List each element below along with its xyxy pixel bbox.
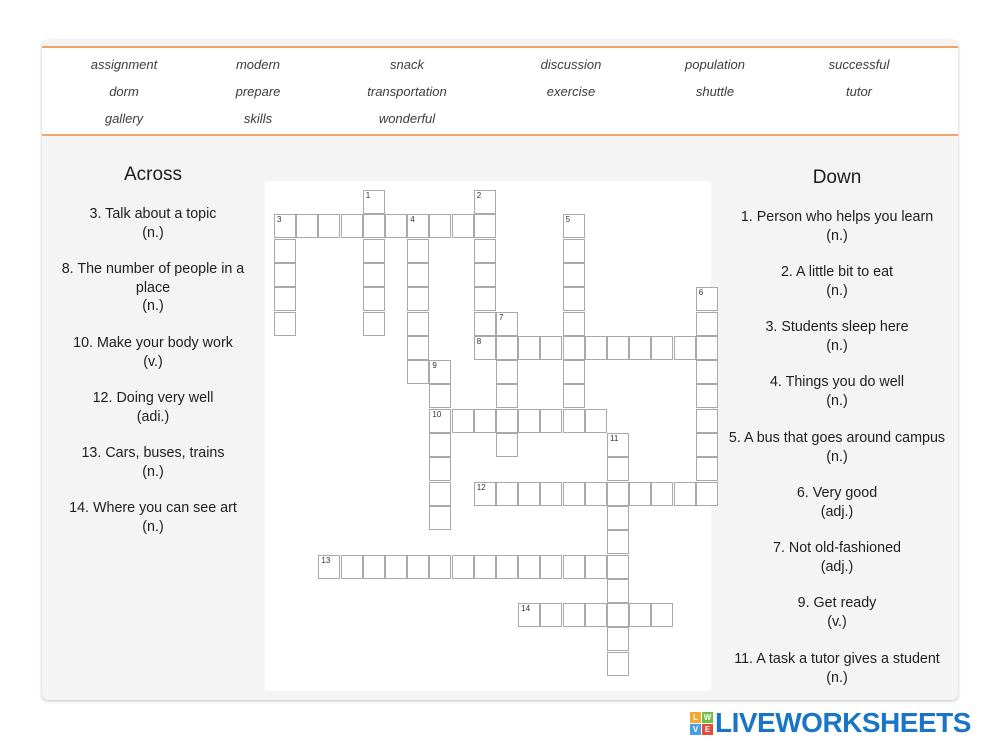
crossword-cell[interactable] — [563, 287, 585, 311]
crossword-cell[interactable] — [318, 214, 340, 238]
crossword-cell[interactable] — [563, 603, 585, 627]
crossword-grid — [265, 181, 711, 691]
down-clue: 7. Not old-fashioned (adj.) — [773, 540, 901, 575]
crossword-cell[interactable] — [563, 482, 585, 506]
crossword-cell[interactable] — [651, 482, 673, 506]
logo-text: LIVEWORKSHEETS — [715, 707, 971, 738]
crossword-cell[interactable] — [341, 214, 363, 238]
crossword-cell[interactable] — [585, 409, 607, 433]
crossword-cell[interactable] — [496, 409, 518, 433]
word-bank-item: modern — [235, 57, 281, 72]
crossword-cell[interactable] — [629, 603, 651, 627]
crossword-cell[interactable] — [474, 287, 496, 311]
crossword-cell[interactable] — [429, 482, 451, 506]
crossword-cell[interactable] — [429, 214, 451, 238]
word-bank-item: transportation — [367, 84, 447, 99]
crossword-cell[interactable] — [607, 482, 629, 506]
crossword-cell[interactable] — [407, 336, 429, 360]
crossword-cell[interactable] — [407, 360, 429, 384]
across-heading: Across — [123, 164, 183, 185]
crossword-cell[interactable] — [429, 360, 451, 384]
crossword-cell[interactable] — [429, 384, 451, 408]
crossword-cell[interactable] — [696, 336, 718, 360]
crossword-cell[interactable] — [607, 457, 629, 481]
down-clue: 9. Get ready (v.) — [797, 595, 877, 630]
word-bank-item: snack — [390, 57, 424, 72]
down-clue: 4. Things you do well (n.) — [769, 374, 905, 409]
crossword-cell[interactable] — [429, 409, 451, 433]
crossword-cell[interactable] — [674, 336, 696, 360]
crossword-cell[interactable] — [696, 409, 718, 433]
across-clue: 13. Cars, buses, trains (n.) — [81, 445, 225, 480]
crossword-cell[interactable] — [363, 263, 385, 287]
crossword-cell[interactable] — [540, 336, 562, 360]
crossword-cell[interactable] — [696, 482, 718, 506]
word-bank-item: tutor — [845, 84, 873, 99]
across-clue: 8. The number of people in a place (n.) — [61, 261, 245, 314]
crossword-cell-number: 1 — [365, 191, 371, 200]
crossword-cell-number: 10 — [432, 409, 442, 419]
crossword-cell[interactable] — [496, 336, 518, 360]
crossword-cell[interactable] — [540, 555, 562, 579]
crossword-cell[interactable] — [474, 239, 496, 263]
crossword-cell[interactable] — [651, 603, 673, 627]
crossword-cell[interactable] — [585, 336, 607, 360]
crossword-cell-number: 11 — [610, 434, 619, 443]
crossword-cell[interactable] — [429, 433, 451, 457]
crossword-cell[interactable] — [474, 214, 496, 238]
crossword-cell[interactable] — [274, 239, 296, 263]
crossword-cell[interactable] — [363, 239, 385, 263]
crossword-cell[interactable] — [341, 555, 363, 579]
crossword-cell[interactable] — [407, 287, 429, 311]
crossword-cell[interactable] — [651, 336, 673, 360]
word-bank-item: assignment — [90, 57, 158, 72]
crossword-cell[interactable] — [585, 555, 607, 579]
crossword-cell-number: 3 — [277, 215, 282, 225]
crossword-cell-number: 13 — [321, 555, 331, 565]
crossword-cell-number: 14 — [521, 604, 531, 614]
crossword-cell[interactable] — [496, 360, 518, 384]
crossword-cell[interactable] — [363, 214, 385, 238]
crossword-cell[interactable] — [585, 603, 607, 627]
crossword-cell[interactable] — [696, 457, 718, 481]
crossword-cell[interactable] — [429, 457, 451, 481]
word-bank-item: dorm — [109, 84, 139, 99]
crossword-cell[interactable] — [607, 530, 629, 554]
crossword-cell[interactable] — [540, 409, 562, 433]
crossword-cell[interactable] — [629, 336, 651, 360]
crossword-cell[interactable] — [518, 336, 540, 360]
across-clue: 12. Doing very well (adi.) — [92, 390, 214, 425]
crossword-cell[interactable] — [518, 482, 540, 506]
word-bank-item: population — [685, 57, 745, 72]
crossword-cell[interactable] — [363, 287, 385, 311]
crossword-cell[interactable] — [629, 482, 651, 506]
crossword-cell[interactable] — [385, 214, 407, 238]
crossword-cell[interactable] — [318, 555, 340, 579]
crossword-cell[interactable] — [274, 312, 296, 336]
word-bank-item: shuttle — [695, 84, 735, 99]
crossword-cell[interactable] — [452, 409, 474, 433]
crossword-cell[interactable] — [674, 482, 696, 506]
crossword-cell[interactable] — [274, 263, 296, 287]
crossword-cell[interactable] — [607, 652, 629, 676]
crossword-cell[interactable] — [607, 603, 629, 627]
crossword-cell[interactable] — [696, 384, 718, 408]
down-clue: 3. Students sleep here (n.) — [765, 319, 909, 354]
crossword-cell[interactable] — [563, 336, 585, 360]
crossword-cell[interactable] — [518, 409, 540, 433]
crossword-cell[interactable] — [607, 627, 629, 651]
crossword-cell[interactable] — [607, 555, 629, 579]
crossword-cell[interactable] — [563, 239, 585, 263]
crossword-cell-number: 5 — [565, 215, 571, 225]
crossword-cell[interactable] — [407, 214, 429, 238]
crossword-cell-number: 6 — [698, 288, 704, 298]
word-bank-item: wonderful — [378, 111, 436, 126]
crossword-cell[interactable] — [696, 287, 718, 311]
logo-icon — [690, 712, 713, 735]
crossword-cell[interactable] — [452, 555, 474, 579]
across-clue: 14. Where you can see art (n.) — [69, 500, 237, 535]
logo-icon-letter: W — [703, 712, 712, 722]
crossword-cell-number: 7 — [499, 312, 504, 322]
crossword-cell[interactable] — [385, 555, 407, 579]
crossword-cell[interactable] — [407, 239, 429, 263]
crossword-cell[interactable] — [407, 555, 429, 579]
crossword-cell[interactable] — [563, 312, 585, 336]
crossword-cell[interactable] — [607, 433, 629, 457]
logo-icon-letter: L — [690, 712, 701, 723]
word-bank — [42, 46, 958, 136]
logo-icon-letter: E — [702, 724, 713, 735]
crossword-cell[interactable] — [474, 482, 496, 506]
crossword-cell[interactable] — [563, 555, 585, 579]
crossword-cell[interactable] — [496, 482, 518, 506]
crossword-cell[interactable] — [474, 263, 496, 287]
crossword-cell[interactable] — [474, 312, 496, 336]
word-bank-item: successful — [828, 57, 890, 72]
crossword-cell[interactable] — [563, 360, 585, 384]
crossword-cell[interactable] — [363, 312, 385, 336]
crossword-cell[interactable] — [607, 336, 629, 360]
crossword-cell[interactable] — [363, 555, 385, 579]
crossword-cell[interactable] — [563, 409, 585, 433]
crossword-cell[interactable] — [496, 433, 518, 457]
crossword-cell[interactable] — [407, 312, 429, 336]
liveworksheets-logo — [690, 707, 971, 739]
across-clue: 3. Talk about a topic (n.) — [89, 206, 217, 241]
crossword-cell[interactable] — [474, 409, 496, 433]
across-clue: 10. Make your body work (v.) — [73, 335, 233, 370]
crossword-cell-number: 12 — [476, 482, 486, 492]
word-bank-item: discussion — [540, 57, 602, 72]
down-heading: Down — [812, 167, 862, 188]
crossword-cell[interactable] — [585, 482, 607, 506]
crossword-cell[interactable] — [496, 384, 518, 408]
crossword-cell[interactable] — [540, 482, 562, 506]
down-clue: 2. A little bit to eat (n.) — [780, 264, 894, 299]
crossword-cell[interactable] — [607, 506, 629, 530]
crossword-cell[interactable] — [496, 555, 518, 579]
crossword-cell[interactable] — [496, 312, 518, 336]
crossword-cell[interactable] — [563, 263, 585, 287]
word-bank-item: prepare — [235, 84, 281, 99]
crossword-cell[interactable] — [518, 555, 540, 579]
crossword-cell[interactable] — [696, 312, 718, 336]
crossword-cell[interactable] — [429, 506, 451, 530]
word-bank-item: exercise — [546, 84, 596, 99]
crossword-cell[interactable] — [274, 214, 296, 238]
crossword-cell[interactable] — [296, 214, 318, 238]
crossword-cell-number: 4 — [410, 215, 415, 225]
crossword-cell[interactable] — [452, 214, 474, 238]
crossword-cell[interactable] — [407, 263, 429, 287]
crossword-cell[interactable] — [607, 579, 629, 603]
word-bank-item: skills — [243, 111, 273, 126]
down-clue: 5. A bus that goes around campus (n.) — [728, 430, 946, 465]
crossword-cell[interactable] — [474, 555, 496, 579]
crossword-cell[interactable] — [363, 190, 385, 214]
crossword-cell-number: 2 — [476, 191, 482, 200]
crossword-cell[interactable] — [563, 214, 585, 238]
crossword-cell[interactable] — [563, 384, 585, 408]
crossword-cell[interactable] — [474, 190, 496, 214]
crossword-cell[interactable] — [518, 603, 540, 627]
down-clue: 11. A task a tutor gives a student (n.) — [734, 651, 940, 686]
crossword-cell[interactable] — [696, 433, 718, 457]
crossword-cell-number: 8 — [476, 336, 482, 346]
crossword-cell-number: 9 — [432, 361, 437, 371]
down-clue: 6. Very good (adj.) — [796, 485, 878, 520]
crossword-cell[interactable] — [696, 360, 718, 384]
crossword-cell[interactable] — [540, 603, 562, 627]
logo-icon-letter: V — [690, 724, 701, 735]
word-bank-item: gallery — [104, 111, 144, 126]
down-clue: 1. Person who helps you learn (n.) — [740, 209, 934, 244]
crossword-cell[interactable] — [429, 555, 451, 579]
crossword-cell[interactable] — [474, 336, 496, 360]
crossword-cell[interactable] — [274, 287, 296, 311]
